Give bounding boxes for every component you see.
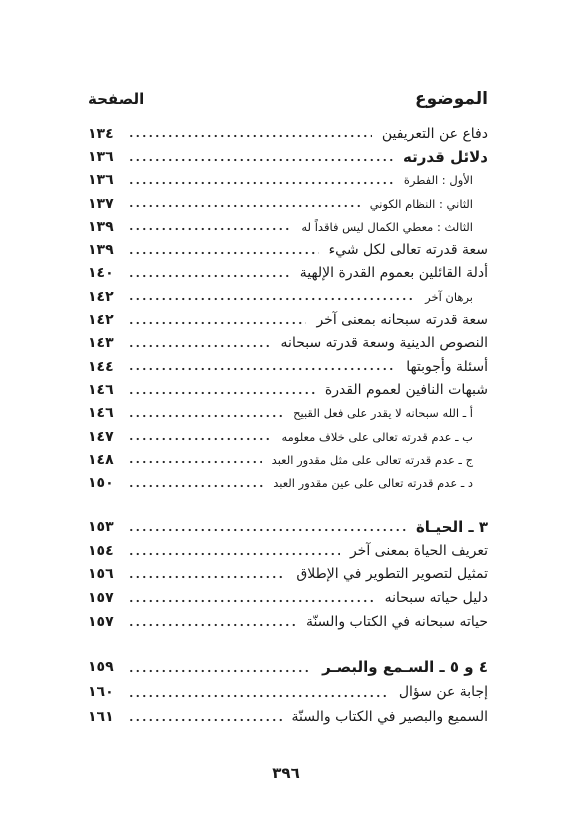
dot-leader [128,389,315,397]
toc-entry-page: ١٤٠ [88,265,114,282]
toc-entry-page: ١٣٦ [88,148,114,165]
toc-entry [88,215,488,238]
toc-entry-title: ٣ ـ الحيـاة [415,517,488,536]
toc-entry-title: النصوص الدينية وسعة قدرته سبحانه [280,335,488,352]
dot-leader [128,156,393,164]
toc-entry-page: ١٥٧ [88,614,114,631]
dot-leader [128,342,271,350]
toc-entry-title: سعة قدرته تعالى لكل شيء [328,242,488,259]
dot-leader [128,692,389,700]
toc-entry-title: شبهات النافين لعموم القدرة [324,381,488,398]
toc-entry-page: ١٥٩ [88,659,114,676]
toc-entry-title: الثاني : النظام الكوني [369,196,473,211]
toc-entry-title: ٤ و ٥ ـ السـمع والبصـر [322,658,488,677]
toc-entry-title: دفاع عن التعريفين [381,125,488,142]
dot-leader [128,526,406,534]
toc-entry-title: برهان آخر [425,289,473,304]
toc-entry [88,402,488,425]
toc-entry [88,262,488,285]
toc-entry [88,539,488,563]
toc-entry-title: تمثيل لتصوير التطوير في الإطلاق [296,566,488,583]
toc-entry-page: ١٥٣ [88,518,114,535]
toc-entry [88,515,488,539]
toc-entry-title: تعريف الحياة بمعنى آخر [349,542,488,559]
toc-entry-title: أدلة القائلين بعموم القدرة الإلهية [299,265,488,282]
toc-entry-title: الأول : الفطرة [403,173,473,188]
toc-entry [88,586,488,610]
toc-section [88,122,488,495]
toc-entry [88,355,488,378]
dot-leader [128,597,375,605]
dot-leader [128,319,306,327]
toc-entry [88,192,488,215]
toc-entry-title: إجابة عن سؤال [398,684,488,701]
toc-entry-page: ١٦٠ [88,684,114,701]
toc-entry [88,563,488,587]
toc-entry-page: ١٥٦ [88,566,114,583]
dot-leader [128,272,290,280]
dot-leader [128,621,296,629]
toc-entry-page: ١٣٦ [88,172,114,189]
toc-entry [88,680,488,705]
toc-entry-title: د ـ عدم قدرته تعالى على عين مقدور العبد [273,476,473,491]
toc-entry-page: ١٣٧ [88,195,114,212]
toc-entry-page: ١٤٢ [88,288,114,305]
toc-entry-page: ١٣٤ [88,125,114,142]
dot-leader [128,365,396,373]
toc-entry-page: ١٤٦ [88,405,114,422]
toc-entry-page: ١٤٧ [88,428,114,445]
toc-entry-title: ب ـ عدم قدرته تعالى على خلاف معلومه [281,429,473,444]
toc-entry [88,308,488,331]
toc-entry-page: ١٥٠ [88,475,114,492]
toc-entry-title: دليل حياته سبحانه [384,590,488,607]
dot-leader [128,225,291,233]
dot-leader [128,295,415,303]
toc-entry [88,610,488,634]
toc-entry [88,655,488,680]
toc-entry-page: ١٦١ [88,708,114,725]
toc-entry-page: ١٣٩ [88,242,114,259]
toc-entry-page: ١٤٢ [88,312,114,329]
toc-entry-title: أ ـ الله سبحانه لا يقدر على فعل القبيح [293,406,473,421]
toc-entry-title: ج ـ عدم قدرته تعالى على مثل مقدور العبد [271,452,473,467]
toc-entry-page: ١٣٩ [88,218,114,235]
toc-entry [88,122,488,145]
toc-entry [88,285,488,308]
dot-leader [128,716,282,724]
page-column-label: الصفحة [88,90,145,108]
toc-entry [88,705,488,730]
toc-entry-page: ١٥٤ [88,542,114,559]
toc-entry [88,332,488,355]
toc-entry [88,471,488,494]
toc-entry-title: حياته سبحانه في الكتاب والسنّة [305,614,488,631]
toc-entry [88,169,488,192]
toc-header [88,86,488,112]
dot-leader [128,202,360,210]
toc-entry-page: ١٤٤ [88,358,114,375]
toc-entry-title: السميع والبصير في الكتاب والسنّة [291,708,488,725]
toc-entry-page: ١٤٨ [88,451,114,468]
toc-entry [88,238,488,261]
dot-leader [128,132,372,140]
toc-entry [88,378,488,401]
toc-entry-title: دلائل قدرته [403,147,488,166]
page-number: ٣٩٦ [272,764,300,782]
topic-column-label: الموضوع [415,89,488,109]
toc-section [88,515,488,634]
toc-entry-page: ١٤٦ [88,381,114,398]
dot-leader [128,412,283,420]
dot-leader [128,667,312,675]
dot-leader [128,179,394,187]
dot-leader [128,249,319,257]
toc-entry-title: الثالث : معطي الكمال ليس فاقداً له [301,219,473,234]
toc-entry-page: ١٥٧ [88,590,114,607]
toc-entry [88,425,488,448]
toc-entry [88,448,488,471]
toc-section [88,655,488,729]
dot-leader [128,573,286,581]
toc-entry-page: ١٤٣ [88,335,114,352]
toc-entry-title: أسئلة وأجوبتها [406,358,488,375]
toc-entry-title: سعة قدرته سبحانه بمعنى آخر [316,312,488,329]
dot-leader [128,550,340,558]
toc-entry [88,145,488,168]
dot-leader [128,435,271,443]
dot-leader [128,458,262,466]
dot-leader [128,482,263,490]
